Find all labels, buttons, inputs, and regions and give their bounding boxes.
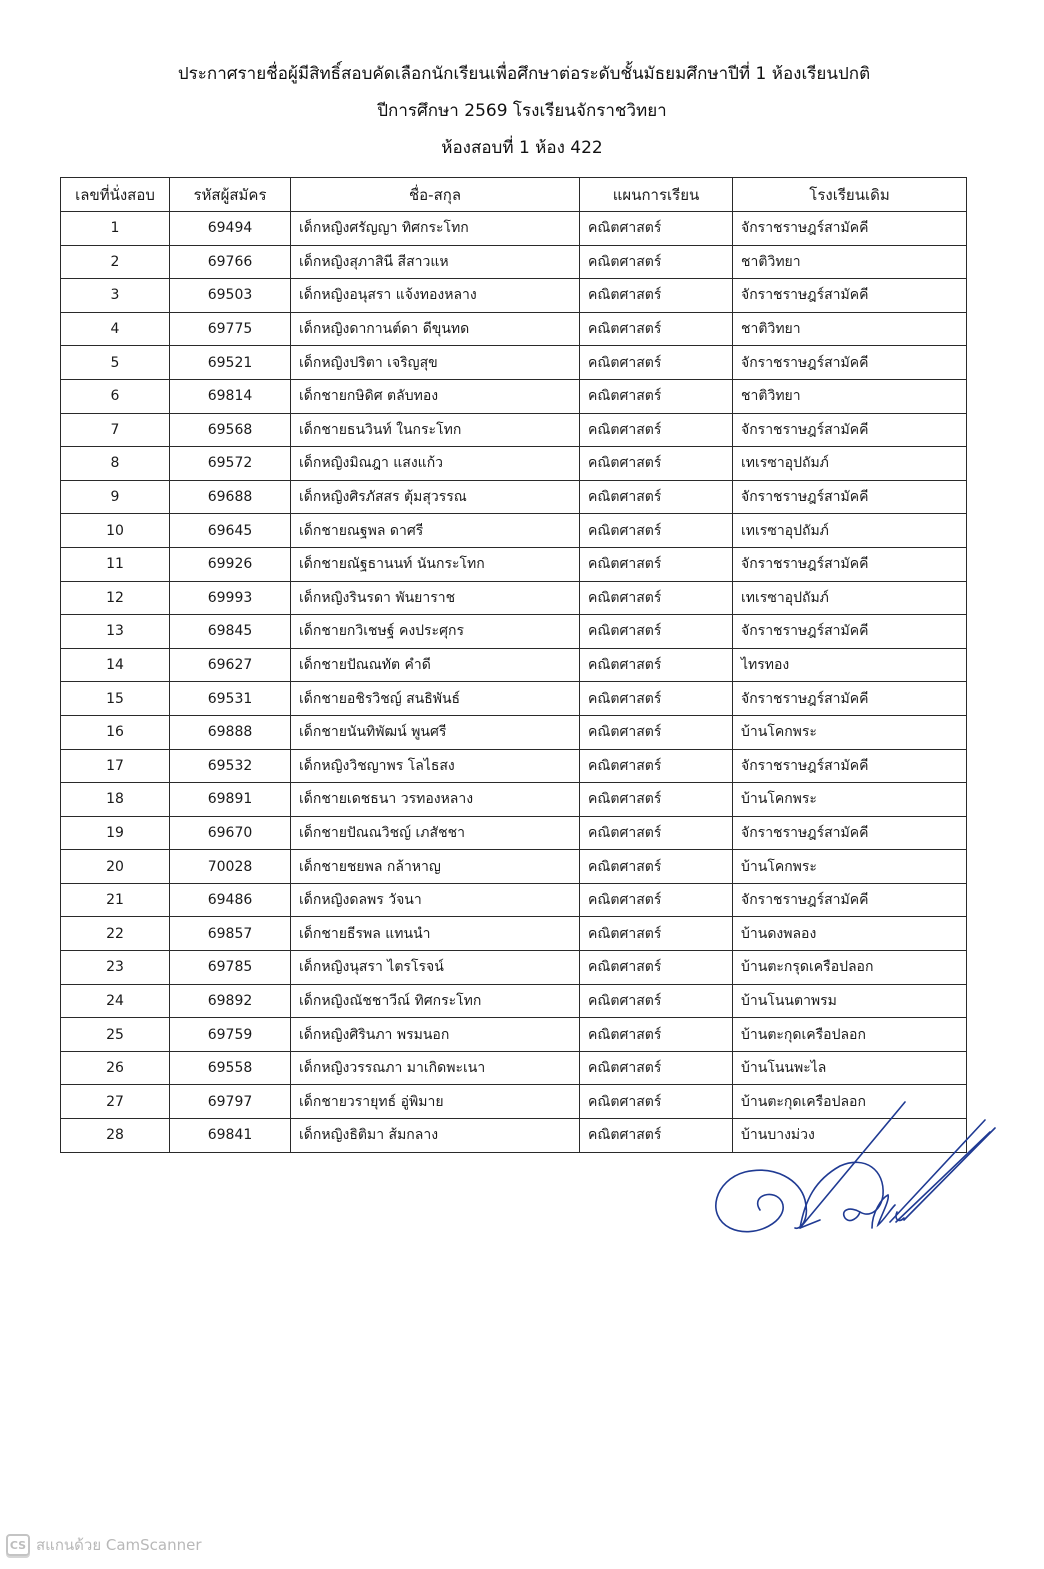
- cell-study-plan: คณิตศาสตร์: [580, 480, 733, 514]
- cell-previous-school: บ้านโนนพะไล: [733, 1051, 967, 1085]
- cell-study-plan: คณิตศาสตร์: [580, 715, 733, 749]
- cell-study-plan: คณิตศาสตร์: [580, 1119, 733, 1153]
- cell-study-plan: คณิตศาสตร์: [580, 682, 733, 716]
- cell-seat-number: 12: [61, 581, 170, 615]
- cell-seat-number: 13: [61, 615, 170, 649]
- cell-study-plan: คณิตศาสตร์: [580, 850, 733, 884]
- table-row: [61, 783, 967, 817]
- cell-student-name: เด็กหญิงปริตา เจริญสุข: [291, 346, 580, 380]
- table-row: [61, 1051, 967, 1085]
- cell-seat-number: 7: [61, 413, 170, 447]
- table-row: [61, 648, 967, 682]
- cell-study-plan: คณิตศาสตร์: [580, 1085, 733, 1119]
- cell-previous-school: ชาติวิทยา: [733, 245, 967, 279]
- cell-seat-number: 5: [61, 346, 170, 380]
- cell-study-plan: คณิตศาสตร์: [580, 1018, 733, 1052]
- cell-seat-number: 6: [61, 379, 170, 413]
- cell-seat-number: 18: [61, 783, 170, 817]
- cell-previous-school: ชาติวิทยา: [733, 379, 967, 413]
- table-row: [61, 883, 967, 917]
- cell-seat-number: 20: [61, 850, 170, 884]
- cell-applicant-id: 69926: [170, 547, 291, 581]
- cell-applicant-id: 69891: [170, 783, 291, 817]
- cell-applicant-id: 69785: [170, 951, 291, 985]
- cell-study-plan: คณิตศาสตร์: [580, 984, 733, 1018]
- cell-study-plan: คณิตศาสตร์: [580, 379, 733, 413]
- cell-seat-number: 23: [61, 951, 170, 985]
- cell-applicant-id: 69892: [170, 984, 291, 1018]
- cell-applicant-id: 69572: [170, 447, 291, 481]
- cell-previous-school: จักราชราษฎร์สามัคคี: [733, 749, 967, 783]
- cell-previous-school: จักราชราษฎร์สามัคคี: [733, 682, 967, 716]
- cell-seat-number: 26: [61, 1051, 170, 1085]
- cell-study-plan: คณิตศาสตร์: [580, 816, 733, 850]
- cell-student-name: เด็กชายกษิดิศ ตลับทอง: [291, 379, 580, 413]
- column-header-previous-school: โรงเรียนเดิม: [733, 178, 967, 212]
- table-row: [61, 615, 967, 649]
- table-row: [61, 346, 967, 380]
- cell-seat-number: 15: [61, 682, 170, 716]
- cell-applicant-id: 69532: [170, 749, 291, 783]
- cell-seat-number: 4: [61, 312, 170, 346]
- cell-student-name: เด็กหญิงอนุสรา แจ้งทองหลาง: [291, 279, 580, 313]
- cell-previous-school: จักราชราษฎร์สามัคคี: [733, 212, 967, 246]
- table-row: [61, 581, 967, 615]
- cell-study-plan: คณิตศาสตร์: [580, 447, 733, 481]
- cell-previous-school: จักราชราษฎร์สามัคคี: [733, 480, 967, 514]
- cell-applicant-id: 69845: [170, 615, 291, 649]
- cell-student-name: เด็กหญิงวิชญาพร โลไธสง: [291, 749, 580, 783]
- cell-applicant-id: 69568: [170, 413, 291, 447]
- table-body: [61, 212, 967, 1153]
- cell-student-name: เด็กชายกวิเชษฐ์ คงประศุกร: [291, 615, 580, 649]
- table-row: [61, 212, 967, 246]
- cell-student-name: เด็กชายปัณณทัต คำดี: [291, 648, 580, 682]
- column-header-study-plan: แผนการเรียน: [580, 178, 733, 212]
- cell-previous-school: ชาติวิทยา: [733, 312, 967, 346]
- cell-applicant-id: 70028: [170, 850, 291, 884]
- column-header-applicant-id: รหัสผู้สมัคร: [170, 178, 291, 212]
- cell-seat-number: 9: [61, 480, 170, 514]
- table-row: [61, 245, 967, 279]
- table-row: [61, 1018, 967, 1052]
- cell-study-plan: คณิตศาสตร์: [580, 951, 733, 985]
- cell-seat-number: 14: [61, 648, 170, 682]
- cell-seat-number: 2: [61, 245, 170, 279]
- cell-seat-number: 16: [61, 715, 170, 749]
- announcement-title: ประกาศรายชื่อผู้มีสิทธิ์สอบคัดเลือกนักเรียนเพื่อศึกษาต่อระดับชั้นมัธยมศึกษาปีที่ 1 ห้องเรียนปกติ: [177, 64, 871, 84]
- cell-applicant-id: 69814: [170, 379, 291, 413]
- cell-previous-school: เทเรซาอุปถัมภ์: [733, 447, 967, 481]
- cell-seat-number: 22: [61, 917, 170, 951]
- cell-study-plan: คณิตศาสตร์: [580, 749, 733, 783]
- cell-applicant-id: 69688: [170, 480, 291, 514]
- cell-study-plan: คณิตศาสตร์: [580, 212, 733, 246]
- cell-study-plan: คณิตศาสตร์: [580, 312, 733, 346]
- cell-applicant-id: 69531: [170, 682, 291, 716]
- cell-student-name: เด็กหญิงศิรินภา พรมนอก: [291, 1018, 580, 1052]
- cell-applicant-id: 69993: [170, 581, 291, 615]
- table-row: [61, 480, 967, 514]
- cell-student-name: เด็กหญิงศิรภัสสร ตุ้มสุวรรณ: [291, 480, 580, 514]
- table-row: [61, 984, 967, 1018]
- column-header-seat: เลขที่นั่งสอบ: [61, 178, 170, 212]
- cell-seat-number: 10: [61, 514, 170, 548]
- camscanner-watermark: [6, 1533, 202, 1557]
- cell-study-plan: คณิตศาสตร์: [580, 648, 733, 682]
- cell-student-name: เด็กชายวรายุทธ์ อู่พิมาย: [291, 1085, 580, 1119]
- cell-student-name: เด็กหญิงนุสรา ไตรโรจน์: [291, 951, 580, 985]
- cell-seat-number: 17: [61, 749, 170, 783]
- cell-applicant-id: 69521: [170, 346, 291, 380]
- cell-student-name: เด็กชายธนวินท์ ในกระโทก: [291, 413, 580, 447]
- cell-seat-number: 1: [61, 212, 170, 246]
- cell-study-plan: คณิตศาสตร์: [580, 581, 733, 615]
- table-row: [61, 816, 967, 850]
- cell-study-plan: คณิตศาสตร์: [580, 1051, 733, 1085]
- cell-seat-number: 21: [61, 883, 170, 917]
- table-row: [61, 514, 967, 548]
- table-row: [61, 682, 967, 716]
- table-row: [61, 413, 967, 447]
- cell-student-name: เด็กหญิงรินรดา พันยาราช: [291, 581, 580, 615]
- cell-applicant-id: 69486: [170, 883, 291, 917]
- cell-applicant-id: 69797: [170, 1085, 291, 1119]
- cell-study-plan: คณิตศาสตร์: [580, 413, 733, 447]
- cell-previous-school: บ้านตะกุดเครือปลอก: [733, 1018, 967, 1052]
- cell-student-name: เด็กชายอชิรวิชญ์ สนธิพันธ์: [291, 682, 580, 716]
- cell-previous-school: จักราชราษฎร์สามัคคี: [733, 279, 967, 313]
- cell-previous-school: บ้านโนนตาพรม: [733, 984, 967, 1018]
- cell-previous-school: บ้านโคกพระ: [733, 850, 967, 884]
- table-header-row: [61, 178, 967, 212]
- cell-applicant-id: 69670: [170, 816, 291, 850]
- cell-student-name: เด็กหญิงดากานต์ดา ดีขุนทด: [291, 312, 580, 346]
- cell-applicant-id: 69494: [170, 212, 291, 246]
- cell-student-name: เด็กชายณัฐธานนท์ นันกระโทก: [291, 547, 580, 581]
- cell-seat-number: 11: [61, 547, 170, 581]
- cell-previous-school: จักราชราษฎร์สามัคคี: [733, 346, 967, 380]
- cell-student-name: เด็กหญิงมิณฎา แสงแก้ว: [291, 447, 580, 481]
- watermark-text: สแกนด้วย CamScanner: [36, 1536, 202, 1554]
- cell-study-plan: คณิตศาสตร์: [580, 346, 733, 380]
- table-row: [61, 312, 967, 346]
- cell-applicant-id: 69503: [170, 279, 291, 313]
- cell-student-name: เด็กชายณฐพล ดาศรี: [291, 514, 580, 548]
- column-header-name: ชื่อ-สกุล: [291, 178, 580, 212]
- cell-previous-school: บ้านโคกพระ: [733, 783, 967, 817]
- camscanner-logo-icon: CS: [6, 1534, 30, 1556]
- cell-seat-number: 27: [61, 1085, 170, 1119]
- cell-seat-number: 24: [61, 984, 170, 1018]
- cell-applicant-id: 69766: [170, 245, 291, 279]
- cell-seat-number: 19: [61, 816, 170, 850]
- cell-previous-school: เทเรซาอุปถัมภ์: [733, 514, 967, 548]
- cell-previous-school: บ้านบางม่วง: [733, 1119, 967, 1153]
- cell-student-name: เด็กชายธีรพล แทนนำ: [291, 917, 580, 951]
- cell-student-name: เด็กชายชยพล กล้าหาญ: [291, 850, 580, 884]
- cell-study-plan: คณิตศาสตร์: [580, 615, 733, 649]
- cell-study-plan: คณิตศาสตร์: [580, 547, 733, 581]
- cell-student-name: เด็กหญิงศรัญญา ทิศกระโทก: [291, 212, 580, 246]
- cell-student-name: เด็กหญิงณัชชาวีณ์ ทิศกระโทก: [291, 984, 580, 1018]
- cell-applicant-id: 69775: [170, 312, 291, 346]
- handwritten-signature-icon: [700, 1100, 1020, 1260]
- cell-seat-number: 25: [61, 1018, 170, 1052]
- table-row: [61, 917, 967, 951]
- table-row: [61, 749, 967, 783]
- document-header: [0, 64, 1044, 175]
- cell-previous-school: จักราชราษฎร์สามัคคี: [733, 615, 967, 649]
- cell-student-name: เด็กหญิงดลพร วัจนา: [291, 883, 580, 917]
- cell-previous-school: เทเรซาอุปถัมภ์: [733, 581, 967, 615]
- cell-seat-number: 8: [61, 447, 170, 481]
- cell-previous-school: จักราชราษฎร์สามัคคี: [733, 883, 967, 917]
- cell-student-name: เด็กชายปัณณวิชญ์ เภสัชชา: [291, 816, 580, 850]
- cell-study-plan: คณิตศาสตร์: [580, 514, 733, 548]
- cell-applicant-id: 69558: [170, 1051, 291, 1085]
- cell-applicant-id: 69627: [170, 648, 291, 682]
- cell-previous-school: บ้านดงพลอง: [733, 917, 967, 951]
- table-row: [61, 279, 967, 313]
- cell-seat-number: 3: [61, 279, 170, 313]
- table-row: [61, 715, 967, 749]
- cell-study-plan: คณิตศาสตร์: [580, 917, 733, 951]
- academic-year-school: ปีการศึกษา 2569 โรงเรียนจักราชวิทยา: [377, 101, 667, 121]
- cell-previous-school: ไทรทอง: [733, 648, 967, 682]
- cell-applicant-id: 69841: [170, 1119, 291, 1153]
- cell-study-plan: คณิตศาสตร์: [580, 245, 733, 279]
- cell-seat-number: 28: [61, 1119, 170, 1153]
- cell-study-plan: คณิตศาสตร์: [580, 783, 733, 817]
- table-row: [61, 951, 967, 985]
- cell-previous-school: บ้านตะกรุดเครือปลอก: [733, 951, 967, 985]
- cell-previous-school: จักราชราษฎร์สามัคคี: [733, 413, 967, 447]
- cell-previous-school: บ้านตะกุดเครือปลอก: [733, 1085, 967, 1119]
- cell-student-name: เด็กหญิงวรรณภา มาเกิดพะเนา: [291, 1051, 580, 1085]
- exam-room-label: ห้องสอบที่ 1 ห้อง 422: [441, 138, 603, 158]
- cell-applicant-id: 69888: [170, 715, 291, 749]
- table-row: [61, 447, 967, 481]
- cell-student-name: เด็กหญิงธิติมา ส้มกลาง: [291, 1119, 580, 1153]
- cell-study-plan: คณิตศาสตร์: [580, 279, 733, 313]
- table-row: [61, 547, 967, 581]
- cell-student-name: เด็กชายนันทิพัฒน์ พูนศรี: [291, 715, 580, 749]
- cell-previous-school: จักราชราษฎร์สามัคคี: [733, 816, 967, 850]
- cell-applicant-id: 69759: [170, 1018, 291, 1052]
- table-row: [61, 379, 967, 413]
- cell-student-name: เด็กชายเดชธนา วรทองหลาง: [291, 783, 580, 817]
- table-row: [61, 850, 967, 884]
- cell-student-name: เด็กหญิงสุภาสินี สีสาวแห: [291, 245, 580, 279]
- cell-applicant-id: 69645: [170, 514, 291, 548]
- cell-applicant-id: 69857: [170, 917, 291, 951]
- cell-previous-school: จักราชราษฎร์สามัคคี: [733, 547, 967, 581]
- cell-previous-school: บ้านโคกพระ: [733, 715, 967, 749]
- candidate-table: [60, 177, 967, 1153]
- cell-study-plan: คณิตศาสตร์: [580, 883, 733, 917]
